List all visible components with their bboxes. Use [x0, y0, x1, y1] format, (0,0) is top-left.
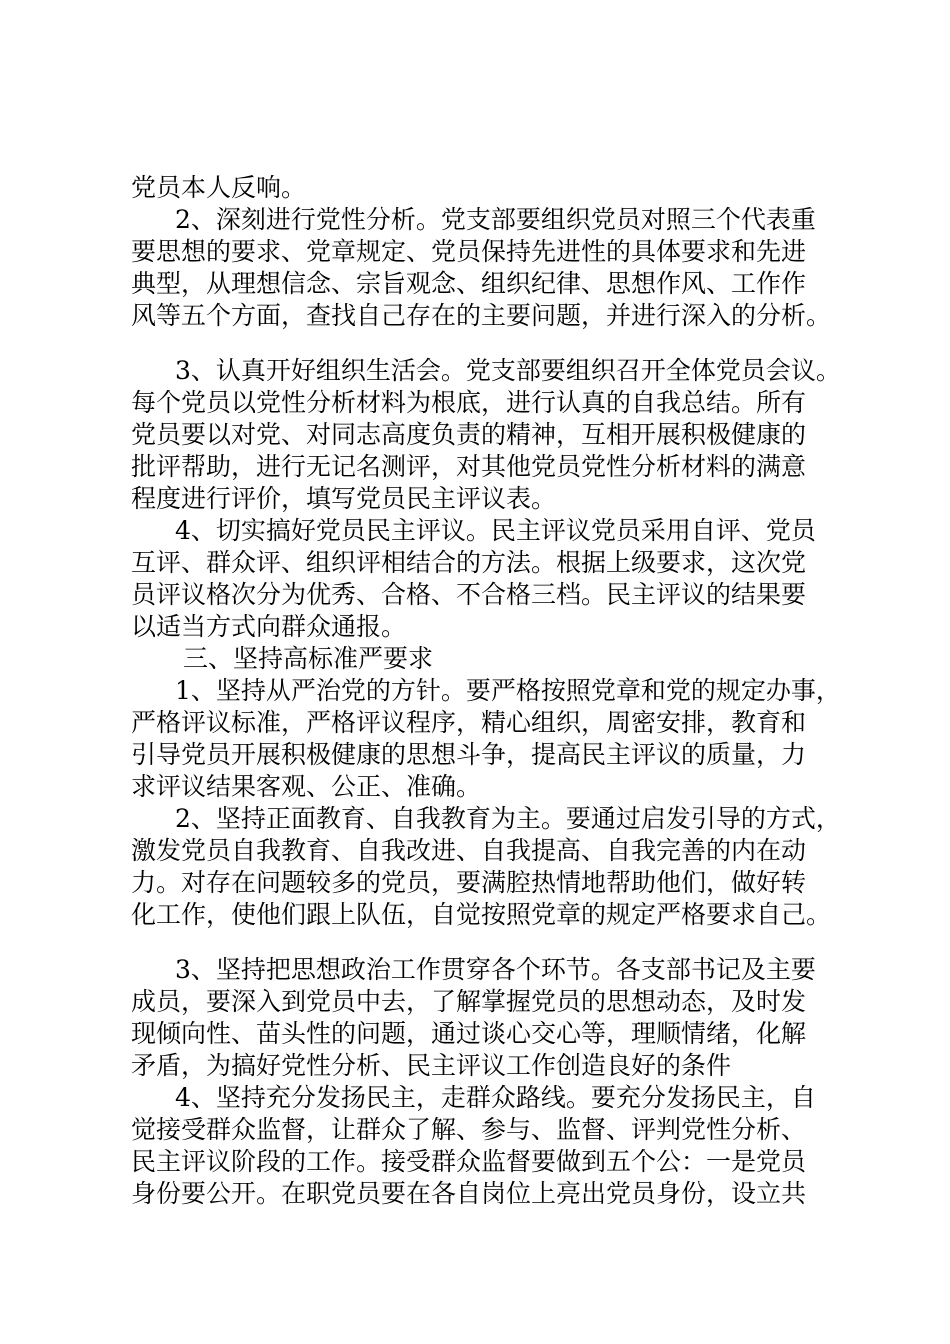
text-line: 要思想的要求、党章规定、党员保持先进性的具体要求和先进	[131, 237, 807, 266]
text-line: 4、坚持充分发扬民主，走群众路线。要充分发扬民主，自	[175, 1083, 816, 1112]
text-line: 风等五个方面，查找自己存在的主要问题，并进行深入的分析。	[131, 301, 832, 330]
text-line: 3、坚持把思想政治工作贯穿各个环节。各支部书记及主要	[175, 955, 816, 984]
text-line: 党员要以对党、对同志高度负责的精神，互相开展积极健康的	[131, 420, 807, 449]
text-line: 典型，从理想信念、宗旨观念、组织纪律、思想作风、工作作	[131, 269, 807, 298]
text-line: 力。对存在问题较多的党员，要满腔热情地帮助他们，做好转	[131, 868, 807, 897]
text-line: 每个党员以党性分析材料为根底，进行认真的自我总结。所有	[131, 388, 807, 417]
text-line: 批评帮助，进行无记名测评，对其他党员党性分析材料的满意	[131, 452, 807, 481]
text-line: 严格评议标准，严格评议程序，精心组织，周密安排，教育和	[131, 708, 807, 737]
text-line: 党员本人反响。	[131, 173, 307, 202]
text-line: 2、坚持正面教育、自我教育为主。要通过启发引导的方式，	[175, 804, 841, 833]
text-line: 员评议格次分为优秀、合格、不合格三档。民主评议的结果要	[131, 580, 807, 609]
text-line: 程度进行评价，填写党员民主评议表。	[131, 484, 557, 513]
text-line: 求评议结果客观、公正、准确。	[131, 772, 482, 801]
text-line: 互评、群众评、组织评相结合的方法。根据上级要求，这次党	[131, 548, 807, 577]
text-line: 成员，要深入到党员中去，了解掌握党员的思想动态，及时发	[131, 987, 807, 1016]
text-line: 化工作，使他们跟上队伍，自觉按照党章的规定严格要求自己。	[131, 900, 832, 929]
text-line: 民主评议阶段的工作。接受群众监督要做到五个公：一是党员	[131, 1147, 807, 1176]
text-line: 1、坚持从严治党的方针。要严格按照党章和党的规定办事，	[175, 676, 841, 705]
text-line: 矛盾，为搞好党性分析、民主评议工作创造良好的条件	[131, 1051, 732, 1080]
text-line: 现倾向性、苗头性的问题，通过谈心交心等，理顺情绪，化解	[131, 1019, 807, 1048]
text-line: 引导党员开展积极健康的思想斗争，提高民主评议的质量，力	[131, 740, 807, 769]
text-line: 身份要公开。在职党员要在各自岗位上亮出党员身份，设立共	[131, 1179, 807, 1208]
text-line: 3、认真开好组织生活会。党支部要组织召开全体党员会议。	[175, 356, 841, 385]
section-heading: 三、坚持高标准严要求	[183, 644, 434, 673]
text-line: 2、深刻进行党性分析。党支部要组织党员对照三个代表重	[175, 205, 816, 234]
text-line: 激发党员自我教育、自我改进、自我提高、自我完善的内在动	[131, 836, 807, 865]
text-line: 4、切实搞好党员民主评议。民主评议党员采用自评、党员	[175, 516, 816, 545]
text-line: 以适当方式向群众通报。	[131, 612, 407, 641]
text-line: 觉接受群众监督，让群众了解、参与、监督、评判党性分析、	[131, 1115, 807, 1144]
